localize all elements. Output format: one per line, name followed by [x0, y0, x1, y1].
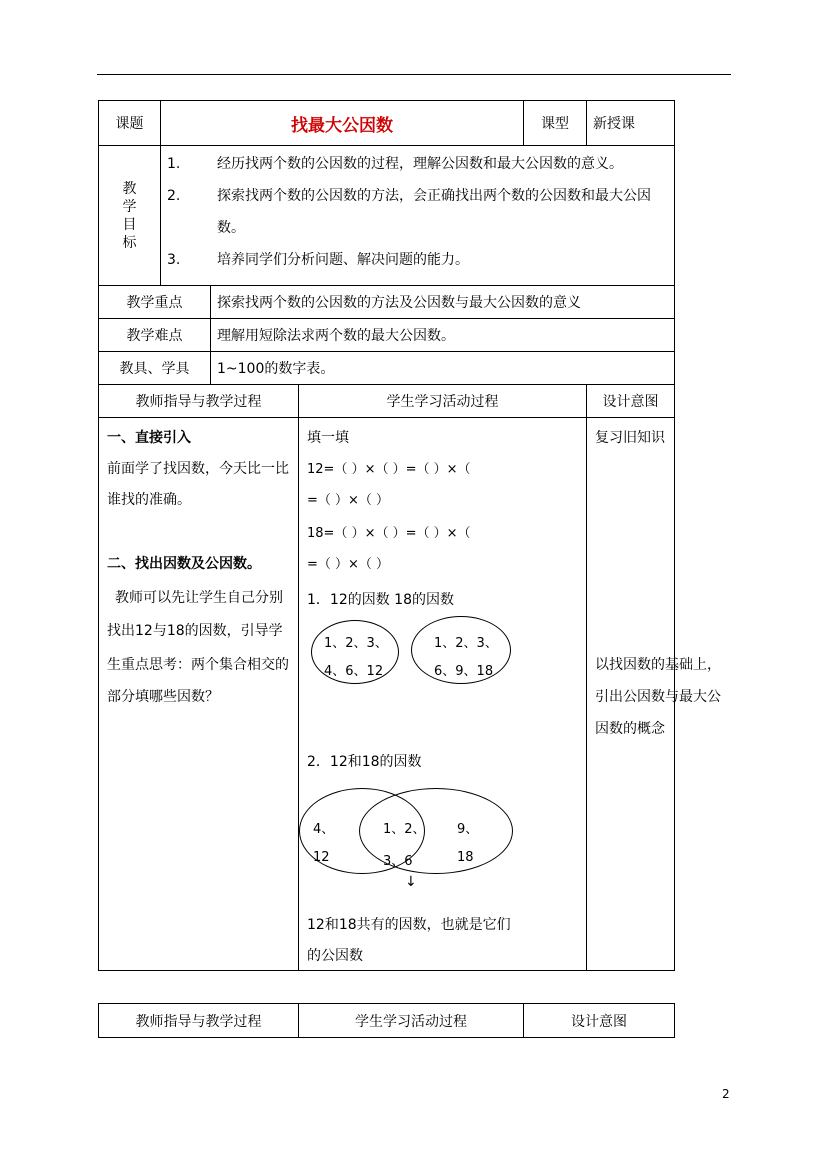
- intent-review: 复习旧知识: [595, 430, 666, 446]
- key-point-text: 探索找两个数的公因数的方法及公因数与最大公因数的意义: [211, 286, 675, 319]
- objective-item: 3. 培养同学们分析问题、解决问题的能力。: [167, 252, 469, 268]
- tools-text: 1~100的数字表。: [211, 352, 675, 385]
- column-student: 学生学习活动过程: [299, 385, 587, 418]
- down-arrow-icon: ↓: [405, 874, 417, 890]
- design-intent-cell: [587, 418, 722, 971]
- type-value: 新授课: [587, 101, 675, 146]
- column-teacher: 教师指导与教学过程: [99, 385, 299, 418]
- objective-item: 1. 经历找两个数的公因数的过程，理解公因数和最大公因数的意义。: [167, 156, 623, 172]
- set-12-line-2: 4、6、12: [324, 664, 384, 679]
- teacher-text: 前面学了找因数，今天比一比: [107, 461, 289, 477]
- teacher-heading-1: 一、直接引入: [107, 430, 191, 446]
- equation-12-cont: =（ ）×（ ）: [307, 493, 390, 508]
- difficulty-text: 理解用短除法求两个数的最大公因数。: [211, 319, 675, 352]
- venn-right-line-1: 9、: [457, 822, 479, 837]
- type-label: 课型: [524, 101, 587, 146]
- teacher-text: 教师可以先让学生自己分别: [115, 590, 283, 606]
- venn-intersection-line-2: 3、6: [383, 854, 413, 869]
- key-point-label: 教学重点: [99, 286, 211, 319]
- common-factors-heading: 2．12和18的因数: [307, 754, 422, 770]
- venn-left-line-1: 4、: [313, 822, 335, 837]
- equation-18-cont: =（ ）×（ ）: [307, 557, 390, 572]
- objectives-label-cell: [99, 146, 161, 286]
- lesson-plan-table: [98, 100, 722, 971]
- column-student-2: 学生学习活动过程: [299, 1004, 524, 1038]
- factors-heading: 1．12的因数 18的因数: [307, 592, 454, 608]
- objectives-label: 教学目标: [122, 180, 137, 251]
- page-number: 2: [722, 1087, 730, 1101]
- teacher-text: 生重点思考：两个集合相交的: [107, 657, 289, 673]
- student-activity-cell: [299, 418, 587, 971]
- column-teacher-2: 教师指导与教学过程: [99, 1004, 299, 1038]
- conclusion-text: 的公因数: [307, 948, 363, 964]
- teacher-heading-2: 二、找出因数及公因数。: [107, 556, 261, 572]
- venn-right-line-2: 18: [457, 850, 474, 865]
- objective-item: 2. 探索找两个数的公因数的方法，会正确找出两个数的公因数和最大公因: [167, 188, 651, 204]
- page-title: 找最大公因数: [161, 101, 524, 146]
- tools-label: 教具、学具: [99, 352, 211, 385]
- column-intent-2: 设计意图: [524, 1004, 675, 1038]
- intent-text: 以找因数的基础上，: [595, 657, 722, 673]
- objective-item: 数。: [217, 220, 245, 236]
- teacher-text: 部分填哪些因数？: [107, 689, 219, 705]
- set-18-line-1: 1、2、3、: [434, 636, 498, 651]
- difficulty-label: 教学难点: [99, 319, 211, 352]
- set-18-line-2: 6、9、18: [434, 664, 494, 679]
- venn-left-line-2: 12: [313, 850, 330, 865]
- intent-text: 因数的概念: [595, 721, 666, 737]
- fill-in-heading: 填一填: [307, 430, 349, 446]
- conclusion-text: 12和18共有的因数，也就是它们: [307, 917, 511, 933]
- equation-12: 12=（ ）×（ ）=（ ）×（: [307, 462, 471, 477]
- topic-label: 课题: [99, 101, 161, 146]
- continuation-table: [98, 1003, 675, 1038]
- column-intent: 设计意图: [587, 385, 675, 418]
- set-12-line-1: 1、2、3、: [324, 636, 388, 651]
- teacher-text: 找出12与18的因数，引导学: [107, 623, 283, 639]
- equation-18: 18=（ ）×（ ）=（ ）×（: [307, 526, 471, 541]
- objectives-list: [161, 146, 675, 286]
- header-rule: [97, 74, 731, 75]
- teacher-text: 谁找的准确。: [107, 492, 191, 508]
- venn-intersection-line-1: 1、2、: [383, 822, 426, 837]
- intent-text: 引出公因数与最大公: [595, 689, 722, 705]
- teacher-process-cell: [99, 418, 299, 971]
